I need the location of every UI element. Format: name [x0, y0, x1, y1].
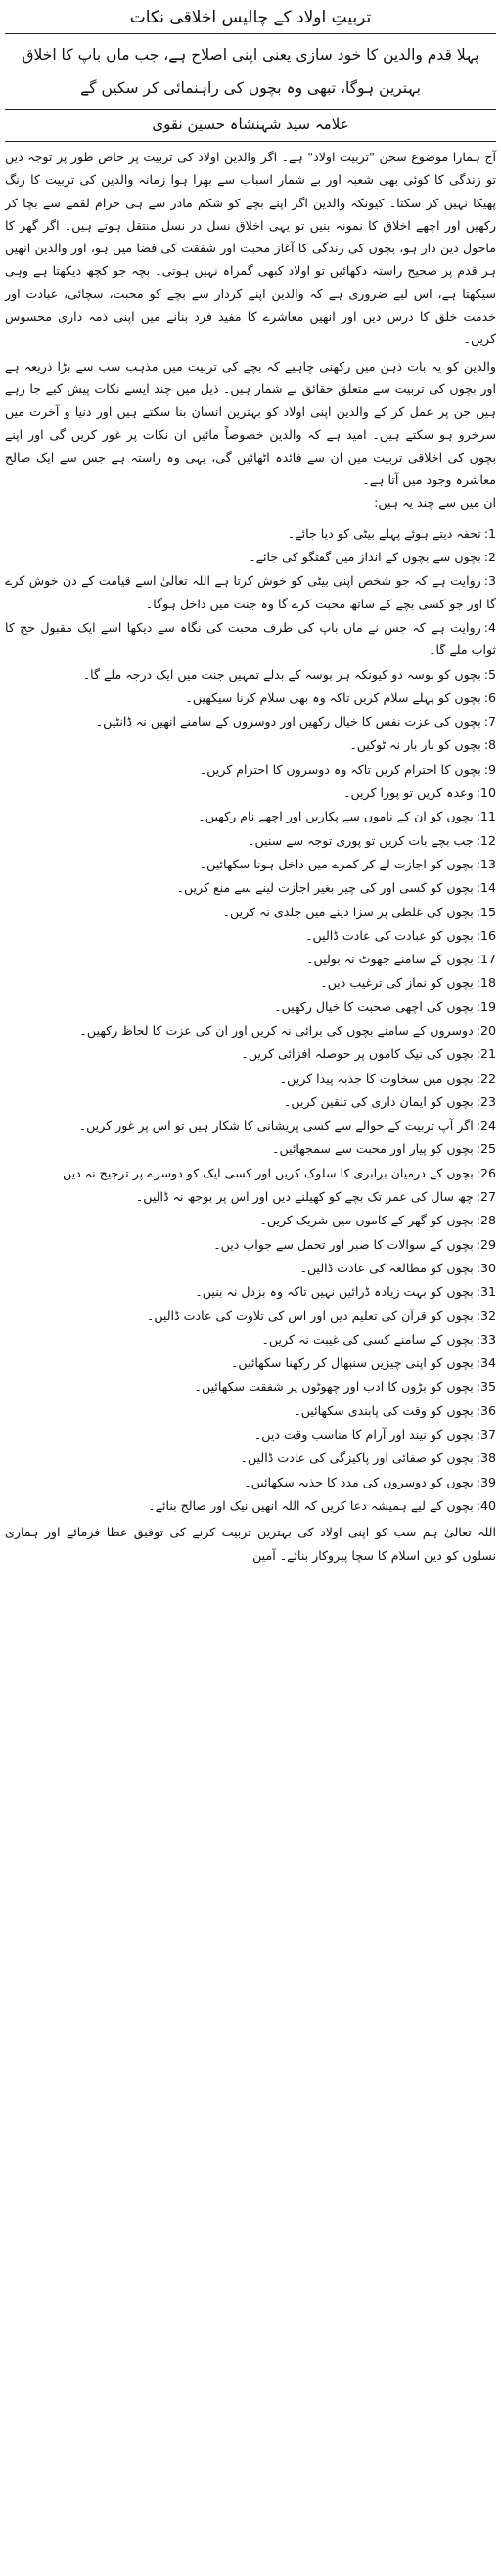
point-text: بچوں کو ایمان داری کی تلقین کریں۔: [284, 1093, 474, 1109]
point-text: بچوں کی عزت نفس کا خیال رکھیں اور دوسروں کے سامنے انھیں نہ ڈانٹیں۔: [95, 714, 481, 730]
point-text: روایت ہے کہ جو شخص اپنی بیٹی کو خوش کرتا ہے اللہ تعالیٰ اسے قیامت کے دن خوش کرے گا اور جو کسی بچے کے ساتھ محبت کرے گا وہ جنت میں داخل ہوگا۔: [5, 573, 496, 611]
point-text: چھ سال کی عمر تک بچے کو کھیلنے دیں اور اس پر بوجھ نہ ڈالیں۔: [135, 1189, 474, 1205]
point-item: [5, 901, 496, 923]
subtitle-rule: [5, 109, 496, 110]
point-text: جب بچے بات کریں تو پوری توجہ سے سنیں۔: [248, 832, 474, 848]
point-text: بچوں کو بوسہ دو کیونکہ ہر بوسہ کے بدلے تمہیں جنت میں ایک درجہ ملے گا۔: [82, 666, 481, 682]
point-item: [5, 1043, 496, 1065]
point-number: 39:: [476, 1474, 496, 1489]
point-item: [5, 1352, 496, 1374]
point-text: بچوں کی غلطی پر سزا دینے میں جلدی نہ کریں۔: [222, 904, 474, 919]
article-author: علامہ سید شہنشاہ حسین نقوی: [152, 115, 349, 133]
article-title: تربیتِ اولاد کے چالیس اخلاقی نکات: [129, 8, 372, 27]
point-item: [5, 781, 496, 804]
point-text: وعدہ کریں تو پورا کریں۔: [343, 785, 474, 801]
point-text: بچوں کے سوالات کا صبر اور تحمل سے جواب دیں۔: [213, 1236, 474, 1252]
point-number: 34:: [476, 1355, 496, 1371]
point-number: 18:: [476, 975, 496, 991]
point-item: [5, 1257, 496, 1279]
article-closing: اللہ تعالیٰ ہم سب کو اپنی اولاد کی بہترین تربیت کرنے کی توفیق عطا فرمائے اور ہماری نسلوں کو دین اسلام کا سچا پیروکار بنائے۔ آمین: [5, 1525, 496, 1563]
point-number: 9:: [483, 761, 496, 777]
point-text: بچوں کو اپنی چیزیں سنبھال کر رکھنا سکھائیں۔: [231, 1355, 474, 1371]
point-number: 16:: [476, 927, 496, 943]
point-number: 21:: [476, 1046, 496, 1062]
title-rule: [5, 33, 496, 34]
point-text: بچوں کو کسی اور کی چیز بغیر اجازت لینے سے منع کریں۔: [176, 880, 474, 896]
point-text: بچوں کی نیک کاموں پر حوصلہ افزائی کریں۔: [241, 1046, 474, 1062]
point-number: 11:: [476, 809, 496, 824]
point-text: بچوں کو پیار اور محبت سے سمجھائیں۔: [272, 1141, 474, 1157]
point-number: 25:: [476, 1141, 496, 1157]
point-item: [5, 1375, 496, 1398]
point-item: [5, 1471, 496, 1493]
point-number: 8:: [483, 737, 496, 753]
point-item: [5, 1446, 496, 1469]
point-item: [5, 1233, 496, 1256]
point-item: [5, 569, 496, 615]
point-text: دوسروں کے سامنے بچوں کی برائی نہ کریں اور ان کی عزت کا لحاظ رکھیں۔: [79, 1022, 474, 1038]
point-number: 31:: [476, 1284, 496, 1300]
point-text: بچوں کو صفائی اور پاکیزگی کی عادت ڈالیں۔: [240, 1450, 474, 1466]
point-text: بچوں کو بہت زیادہ ڈرائیں نہیں تاکہ وہ بزدل نہ بنیں۔: [195, 1284, 474, 1300]
point-text: بچوں کا احترام کریں تاکہ وہ دوسروں کا احترام کریں۔: [199, 761, 481, 777]
point-text: بچوں کو گھر کے کاموں میں شریک کریں۔: [259, 1213, 474, 1228]
point-text: بچوں کے لیے ہمیشہ دعا کریں کہ اللہ انھیں نیک اور صالح بنائے۔: [148, 1497, 474, 1513]
article-intro: [5, 146, 496, 491]
point-number: 2:: [483, 550, 496, 565]
intro-paragraph: والدین کو یہ بات ذہن میں رکھنی چاہیے کہ بچے کی تربیت میں مذہب سب سے بڑا ذریعہ ہے اور بچوں کی تربیت سے متعلق حقائق بے شمار ہیں۔ ذیل میں چند ایسے نکات پیش کیے جا رہے ہیں جن پر عمل کر کے والدین اپنی اولاد کو بہترین انسان بنا سکتے ہیں اور دنیا و آخرت میں سرخرو ہو سکتے ہیں۔ امید ہے کہ والدین خصوصاً مائیں ان نکات پر غور کریں گی اور اپنے بچوں کی اخلاقی تربیت میں ان سے فائدہ اٹھائیں گی، یہی وہ راستہ ہے جس سے ایک صالح معاشرہ وجود میں آتا ہے۔: [5, 358, 496, 488]
point-number: 26:: [476, 1165, 496, 1180]
author-rule: [5, 141, 496, 142]
point-item: [5, 758, 496, 780]
point-item: [5, 1423, 496, 1445]
point-item: [5, 948, 496, 970]
point-text: بچوں کو دوسروں کی مدد کا جذبہ سکھائیں۔: [244, 1474, 474, 1489]
point-number: 32:: [476, 1308, 496, 1323]
point-text: بچوں کو پہلے سلام کریں تاکہ وہ بھی سلام کرنا سیکھیں۔: [185, 689, 481, 705]
point-number: 7:: [483, 714, 496, 730]
point-item: [5, 1399, 496, 1422]
point-item: [5, 1185, 496, 1208]
point-text: بچوں کو نیند اور آرام کا مناسب وقت دیں۔: [253, 1427, 474, 1443]
point-number: 35:: [476, 1379, 496, 1395]
point-item: [5, 1280, 496, 1303]
point-text: بچوں کو قرآن کی تعلیم دیں اور اس کی تلاوت کی عادت ڈالیں۔: [146, 1308, 474, 1323]
point-text: بچوں کو اجازت لے کر کمرے میں داخل ہونا سکھائیں۔: [199, 856, 474, 871]
point-number: 30:: [476, 1260, 496, 1275]
point-text: بچوں کی اچھی صحبت کا خیال رکھیں۔: [274, 999, 474, 1014]
point-number: 15:: [476, 904, 496, 919]
point-item: [5, 805, 496, 827]
points-intro: ان میں سے چند یہ ہیں:: [374, 495, 496, 511]
point-text: بچوں کے درمیان برابری کا سلوک کریں اور کسی ایک کو دوسرے پر ترجیح نہ دیں۔: [55, 1165, 474, 1180]
point-text: بچوں کو مطالعہ کی عادت ڈالیں۔: [299, 1260, 474, 1275]
point-number: 28:: [476, 1213, 496, 1228]
point-text: بچوں کے سامنے کسی کی غیبت نہ کریں۔: [261, 1331, 474, 1347]
point-item: [5, 1209, 496, 1231]
point-item: [5, 1067, 496, 1089]
point-text: بچوں میں سخاوت کا جذبہ پیدا کریں۔: [279, 1070, 474, 1086]
intro-paragraph: آج ہمارا موضوع سخن "تربیت اولاد" ہے۔ اگر والدین اولاد کی تربیت پر خاص طور پر توجہ دیں تو زندگی کا کوئی بھی شعبہ اور بے شمار اسباب سے بھرا ہوا زمانہ والدین کی تربیت کا رنگ پھیکا نہیں کر سکتا۔ کیونکہ والدین اگر اپنے بچے کو شکم مادر سے ہی حرام لقمے سے بچا کر رکھیں اور اچھے اخلاق کا نمونہ بنیں تو یہی اخلاق نسل در نسل منتقل ہوتے ہیں۔ اگر گھر کا ماحول دین دار ہو، بچوں کی زندگی کا آغاز محبت اور شفقت کی فضا میں ہو، اور والدین انھیں ہر قدم پر صحیح راستہ دکھائیں تو اولاد کبھی گمراہ نہیں ہوتی۔ بچہ جو کچھ دیکھتا ہے وہی سیکھتا ہے، اس لیے ضروری ہے کہ والدین اپنے کردار سے بچے کو محبت، سچائی، عبادت اور خدمت خلق کا درس دیں اور انھیں معاشرے کا مفید فرد بنانے میں اپنی ذمہ داری محسوس کریں۔: [5, 150, 496, 347]
point-item: [5, 1305, 496, 1327]
point-number: 14:: [476, 880, 496, 896]
point-text: بچوں کو بار بار نہ ٹوکیں۔: [349, 737, 481, 753]
point-text: بچوں کو ان کے ناموں سے پکاریں اور اچھے نام رکھیں۔: [198, 809, 474, 824]
point-item: [5, 853, 496, 875]
point-item: [5, 710, 496, 733]
point-item: [5, 733, 496, 756]
point-number: 22:: [476, 1070, 496, 1086]
point-number: 4:: [483, 619, 496, 635]
point-number: 13:: [476, 856, 496, 871]
point-number: 6:: [483, 689, 496, 705]
point-item: [5, 687, 496, 709]
point-text: بچوں کو بڑوں کا ادب اور چھوٹوں پر شفقت سکھائیں۔: [194, 1379, 474, 1395]
point-text: بچوں کو وقت کی پابندی سکھائیں۔: [294, 1402, 474, 1418]
point-number: 36:: [476, 1402, 496, 1418]
point-item: [5, 1494, 496, 1517]
point-item: [5, 1090, 496, 1113]
point-number: 24:: [476, 1118, 496, 1133]
point-number: 29:: [476, 1236, 496, 1252]
point-item: [5, 829, 496, 852]
point-number: 1:: [483, 525, 496, 541]
point-text: بچوں کو عبادت کی عادت ڈالیں۔: [305, 927, 474, 943]
article-subtitle: پہلا قدم والدین کا خود سازی یعنی اپنی اصلاح ہے، جب ماں باپ کا اخلاق بہترین ہوگا، تبھی وہ بچوں کی راہنمائی کر سکیں گے: [22, 46, 479, 97]
point-number: 19:: [476, 999, 496, 1014]
point-item: [5, 1114, 496, 1136]
point-number: 37:: [476, 1427, 496, 1443]
point-item: [5, 1162, 496, 1184]
point-text: تحفہ دیتے ہوئے پہلے بیٹی کو دیا جائے۔: [287, 525, 481, 541]
point-item: [5, 663, 496, 686]
point-item: [5, 616, 496, 662]
point-text: بچوں سے بچوں کے انداز میں گفتگو کی جائے۔: [249, 550, 481, 565]
point-text: بچوں کو نماز کی ترغیب دیں۔: [320, 975, 474, 991]
point-number: 33:: [476, 1331, 496, 1347]
point-item: [5, 924, 496, 947]
point-number: 17:: [476, 952, 496, 967]
point-item: [5, 1019, 496, 1042]
point-item: [5, 1137, 496, 1160]
point-text: بچوں کے سامنے جھوٹ نہ بولیں۔: [306, 952, 474, 967]
point-item: [5, 1328, 496, 1351]
point-number: 20:: [476, 1022, 496, 1038]
point-item: [5, 971, 496, 994]
points-list: [5, 522, 496, 1517]
point-item: [5, 996, 496, 1018]
point-number: 38:: [476, 1450, 496, 1466]
point-item: [5, 876, 496, 899]
point-number: 3:: [483, 573, 496, 589]
point-number: 12:: [476, 832, 496, 848]
point-number: 10:: [476, 785, 496, 801]
point-number: 23:: [476, 1093, 496, 1109]
point-number: 5:: [483, 666, 496, 682]
point-text: اگر آپ تربیت کے حوالے سے کسی پریشانی کا شکار ہیں تو اس پر غور کریں۔: [78, 1118, 474, 1133]
point-number: 27:: [476, 1189, 496, 1205]
point-item: [5, 546, 496, 568]
point-item: [5, 522, 496, 545]
point-number: 40:: [476, 1497, 496, 1513]
point-text: روایت ہے کہ جس نے ماں باپ کی طرف محبت کی نگاہ سے دیکھا اسے ایک مقبول حج کا ثواب ملے گا۔: [5, 619, 496, 658]
